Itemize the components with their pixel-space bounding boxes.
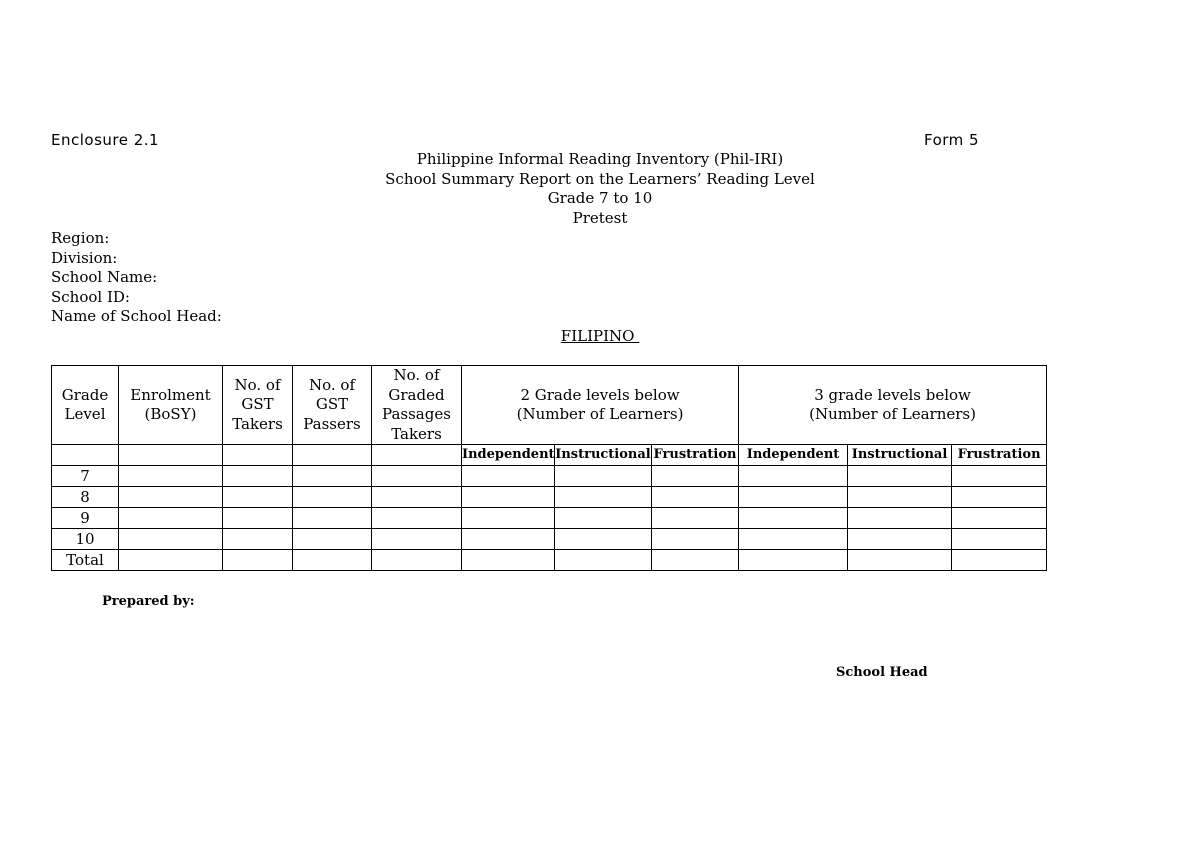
table-cell[interactable]: [848, 466, 952, 487]
table-cell[interactable]: [739, 550, 848, 571]
title-line-grades: Grade 7 to 10: [547, 189, 653, 207]
table-cell[interactable]: [119, 508, 223, 529]
subheader-instructional: Instructional: [555, 445, 652, 466]
table-cell[interactable]: [555, 508, 652, 529]
table-cell[interactable]: [293, 487, 372, 508]
subheader-blank: [52, 445, 119, 466]
table-cell[interactable]: [952, 529, 1047, 550]
table-cell[interactable]: [555, 466, 652, 487]
field-school-name: School Name:: [51, 268, 158, 286]
row-label: 10: [52, 529, 119, 550]
table-cell[interactable]: [293, 508, 372, 529]
table-row-grade-10: [52, 529, 1047, 550]
title-line-test: Pretest: [572, 208, 628, 227]
header-gst-takers: No. of GST Takers: [223, 366, 293, 445]
table-cell[interactable]: [952, 550, 1047, 571]
header-enrolment: Enrolment (BoSY): [119, 366, 223, 445]
table-row-grade-8: [52, 487, 1047, 508]
table-cell[interactable]: [293, 466, 372, 487]
school-head-label: School Head: [836, 665, 928, 680]
table-row-total: [52, 550, 1047, 571]
table-cell[interactable]: [652, 487, 739, 508]
subheader-blank: [119, 445, 223, 466]
subheader-independent: Independent: [739, 445, 848, 466]
title-line-report: School Summary Report on the Learners’ Reading Level: [385, 169, 815, 188]
table-cell[interactable]: [293, 529, 372, 550]
table-row-grade-9: [52, 508, 1047, 529]
table-cell[interactable]: [462, 466, 555, 487]
table-cell[interactable]: [848, 550, 952, 571]
form-number: Form 5: [924, 131, 980, 149]
prepared-by-label: Prepared by:: [102, 594, 195, 609]
reading-level-summary-table: [51, 365, 1047, 571]
table-cell[interactable]: [739, 487, 848, 508]
header-gst-passers: No. of GST Passers: [293, 366, 372, 445]
table-cell[interactable]: [555, 550, 652, 571]
table-cell[interactable]: [462, 487, 555, 508]
table-cell[interactable]: [652, 466, 739, 487]
table-cell[interactable]: [848, 487, 952, 508]
header-graded-passages: No. of Graded Passages Takers: [372, 366, 462, 445]
table-cell[interactable]: [372, 508, 462, 529]
header-three-grade-levels-below: 3 grade levels below (Number of Learners): [739, 366, 1047, 445]
row-label: Total: [52, 550, 119, 571]
table-cell[interactable]: [223, 508, 293, 529]
table-cell[interactable]: [848, 508, 952, 529]
table-cell[interactable]: [372, 550, 462, 571]
table-cell[interactable]: [223, 487, 293, 508]
table-cell[interactable]: [372, 466, 462, 487]
subheader-independent: Independent: [462, 445, 555, 466]
table-cell[interactable]: [372, 487, 462, 508]
subheader-instructional: Instructional: [848, 445, 952, 466]
header-two-grade-levels-below: 2 Grade levels below (Number of Learners): [462, 366, 739, 445]
table-cell[interactable]: [952, 487, 1047, 508]
table-cell[interactable]: [555, 487, 652, 508]
table-cell[interactable]: [223, 466, 293, 487]
field-school-id: School ID:: [51, 287, 130, 306]
subject-heading: FILIPINO: [560, 327, 640, 345]
table-cell[interactable]: [952, 508, 1047, 529]
field-region: Region:: [51, 229, 110, 247]
table-cell[interactable]: [652, 529, 739, 550]
row-label: 8: [52, 487, 119, 508]
table-cell[interactable]: [652, 550, 739, 571]
table-cell[interactable]: [119, 466, 223, 487]
report-title: [0, 150, 1200, 228]
table-cell[interactable]: [462, 550, 555, 571]
row-label: 7: [52, 466, 119, 487]
field-school-head: Name of School Head:: [51, 307, 222, 325]
subheader-blank: [223, 445, 293, 466]
table-cell[interactable]: [119, 529, 223, 550]
table-cell[interactable]: [119, 550, 223, 571]
table-cell[interactable]: [652, 508, 739, 529]
table-cell[interactable]: [739, 529, 848, 550]
subheader-blank: [293, 445, 372, 466]
table-cell[interactable]: [119, 487, 223, 508]
table-cell[interactable]: [223, 550, 293, 571]
table-cell[interactable]: [223, 529, 293, 550]
subheader-blank: [372, 445, 462, 466]
subheader-frustration: Frustration: [652, 445, 739, 466]
table-row-grade-7: [52, 466, 1047, 487]
subheader-frustration: Frustration: [952, 445, 1047, 466]
table-header-row: [52, 366, 1047, 445]
table-cell[interactable]: [739, 466, 848, 487]
table-cell[interactable]: [293, 550, 372, 571]
row-label: 9: [52, 508, 119, 529]
field-division: Division:: [51, 248, 118, 267]
table-cell[interactable]: [739, 508, 848, 529]
title-line-program: Philippine Informal Reading Inventory (Phil-IRI): [416, 150, 784, 168]
header-grade-level: Grade Level: [52, 366, 119, 445]
enclosure-label: Enclosure 2.1: [51, 131, 160, 149]
table-subheader-row: [52, 445, 1047, 466]
school-info-fields: [51, 229, 222, 327]
table-cell[interactable]: [952, 466, 1047, 487]
table-cell[interactable]: [462, 529, 555, 550]
table-cell[interactable]: [372, 529, 462, 550]
table-cell[interactable]: [555, 529, 652, 550]
table-cell[interactable]: [462, 508, 555, 529]
table-cell[interactable]: [848, 529, 952, 550]
